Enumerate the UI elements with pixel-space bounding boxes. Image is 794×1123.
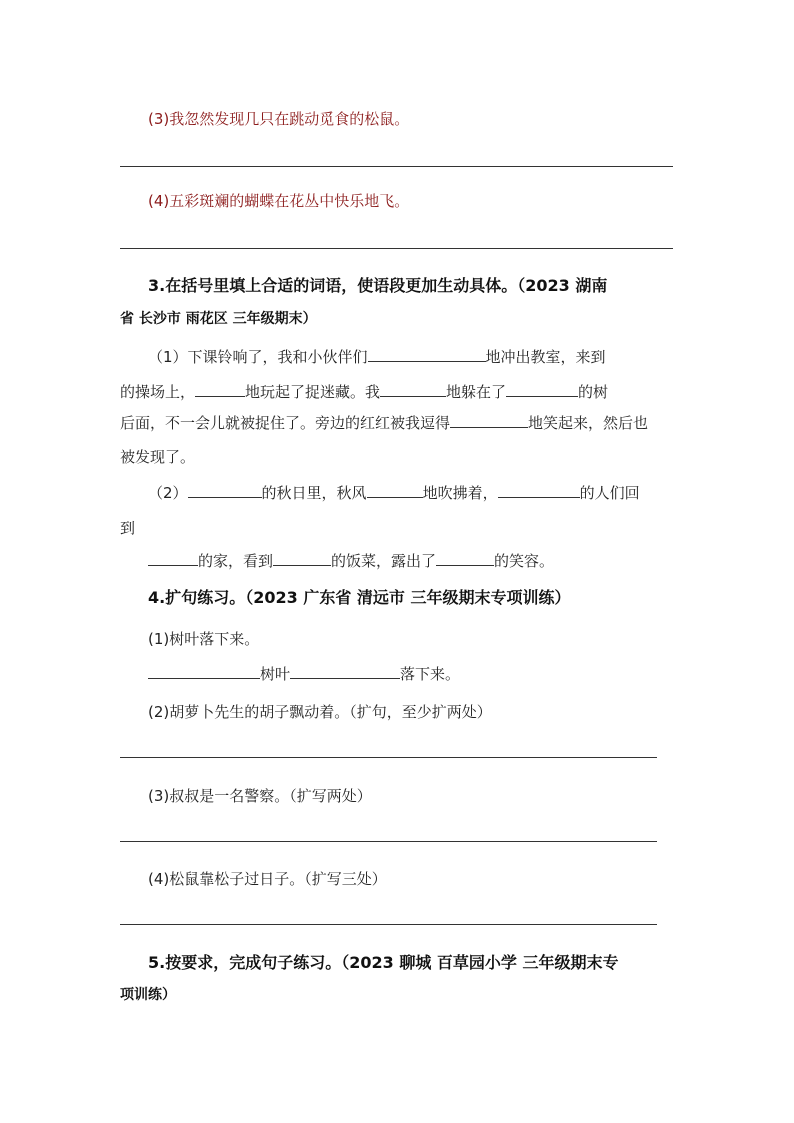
answer-line-q4-2[interactable]	[120, 757, 657, 758]
q3-p2-text-a: （2）	[148, 484, 188, 502]
blank-8[interactable]	[498, 483, 580, 498]
blank-1[interactable]	[368, 347, 486, 362]
q3-p1-text-a: （1）下课铃响了，我和小伙伴们	[148, 348, 368, 366]
q3-p2-row1	[148, 482, 640, 503]
q4-item3: (3)叔叔是一名警察。（扩写两处）	[148, 787, 372, 805]
q5-title-line1: 5.按要求，完成句子练习。（2023 聊城 百草园小学 三年级期末专	[148, 953, 619, 972]
blank-10[interactable]	[273, 551, 331, 566]
q4-item1-fill	[148, 663, 460, 684]
q5-title-line2: 项训练）	[120, 987, 176, 1003]
q3-p1-row3	[120, 412, 648, 433]
q3-p1-text-h: 地笑起来，然后也	[528, 414, 649, 432]
blank-2[interactable]	[195, 382, 245, 397]
blank-9[interactable]	[148, 551, 198, 566]
q3-p2-row2: 到	[120, 519, 136, 537]
sentence-4: (4)五彩斑斓的蝴蝶在花丛中快乐地飞。	[148, 192, 410, 210]
q4-item1: (1)树叶落下来。	[148, 630, 260, 648]
q3-title-line2: 省 长沙市 雨花区 三年级期末）	[120, 311, 317, 327]
q3-p2-text-g: 的饭菜，露出了	[331, 552, 437, 570]
q3-p2-text-h: 的笑容。	[494, 552, 555, 570]
q3-p1-text-d: 地玩起了捉迷藏。我	[245, 383, 381, 401]
q3-p2-text-b: 的秋日里，秋风	[261, 484, 367, 502]
q3-p1-row2	[120, 381, 608, 402]
q3-p2-text-d: 的人们回	[579, 484, 640, 502]
blank-7[interactable]	[367, 483, 423, 498]
answer-line-q4-3[interactable]	[120, 841, 657, 842]
q3-p2-text-f: 的家，看到	[198, 552, 274, 570]
answer-line-q4-4[interactable]	[120, 924, 657, 925]
q3-p1-text-b: 地冲出教室，来到	[485, 348, 606, 366]
blank-13[interactable]	[290, 664, 400, 679]
q4-item1-text-a: 树叶	[260, 665, 291, 683]
answer-line-4[interactable]	[120, 248, 673, 249]
q4-title: 4.扩句练习。（2023 广东省 清远市 三年级期末专项训练）	[148, 588, 571, 607]
blank-12[interactable]	[148, 664, 260, 679]
blank-3[interactable]	[380, 382, 446, 397]
q3-p1-text-e: 地躲在了	[446, 383, 507, 401]
blank-5[interactable]	[450, 413, 528, 428]
sentence-3: (3)我忽然发现几只在跳动觅食的松鼠。	[148, 110, 410, 128]
q3-p1-text-f: 的树	[578, 383, 609, 401]
q4-item4: (4)松鼠靠松子过日子。（扩写三处）	[148, 870, 387, 888]
answer-line-3[interactable]	[120, 166, 673, 167]
q3-title-line1: 3.在括号里填上合适的词语，使语段更加生动具体。（2023 湖南	[148, 276, 608, 295]
blank-4[interactable]	[506, 382, 578, 397]
q3-p1-row4: 被发现了。	[120, 448, 196, 466]
blank-11[interactable]	[436, 551, 494, 566]
q3-p1-text-c: 的操场上，	[120, 383, 196, 401]
q3-p1-text-g: 后面，不一会儿就被捉住了。旁边的红红被我逗得	[120, 414, 451, 432]
blank-6[interactable]	[188, 483, 262, 498]
q3-p2-text-c: 地吹拂着，	[422, 484, 498, 502]
q4-item2: (2)胡萝卜先生的胡子飘动着。（扩句，至少扩两处）	[148, 703, 492, 721]
q4-item1-text-b: 落下来。	[400, 665, 461, 683]
q3-p1-row1	[148, 346, 606, 367]
q3-p2-row3	[148, 550, 554, 571]
